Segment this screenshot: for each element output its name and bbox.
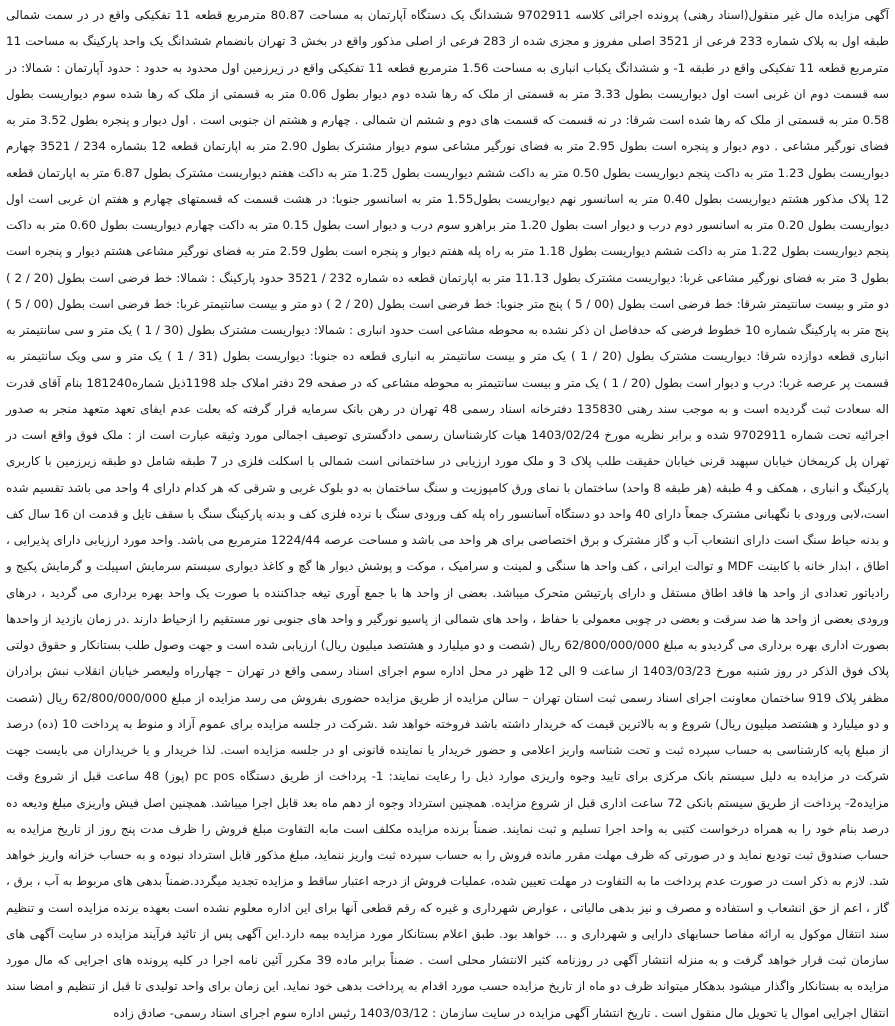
auction-notice-text: آگهی مزایده مال غیر منقول(اسناد رهنی) پرونده اجرائی کلاسه 9702911 ششدانگ یک دستگاه آپارتمان به مساحت 80.87 مترمربع قطعه 11 تفکیکی واقع در در سمت شمالی طبقه اول به پلاک شماره 233 فرعی از 3521 اصلی مفروز و مجزی شده از 283 فرعی از اصلی مذکور واقع در بخش 3 تهران بانضمام ششدانگ یک واحد پارکینگ به مساحت 11 مترمربع قطعه 11 تفکیکی واقع در طبقه 1- و ششدانگ یکباب انباری به مساحت 1.56 مترمربع قطعه 11 تفکیکی واقع در زیرزمین اول محدود به حدود : حدود آپارتمان : شمالا: در سه قسمت دوم ان غربی است اول دیواریست بطول 3.33 متر به قسمتی از ملک که رها شده دوم دیوار بطول 0.06 متر به قسمتی از ملک که رها شده سوم دیواریست بطول 0.58 متر به قسمتی از ملک که رها شده است شرقا: در نه قسمت که قسمت های دوم و ششم ان شمالی . چهارم و هشتم ان جنوبی است . اول دیوار و پنجره بطول 3.52 متر به فضای نورگیر مشاعی . دوم دیوار و پنجره است بطول 2.95 متر به فضای نورگیر مشاعی سوم دیوار مشترک بطول 2.90 متر به اپارتمان قطعه 12 بشماره 234 / 3521 چهارم دیواریست بطول 1.23 متر به داکت پنجم دیواریست بطول 0.50 متر به داکت ششم دیواریست بطول 1.25 متر به داکت هفتم دیواریست مشترک بطول 6.87 متر به اپارتمان قطعه 12 پلاک مذکور هشتم دیواریست بطول 0.40 متر به اسانسور نهم دیواریست بطول1.55 متر به اسانسور جنوبا: در هشت قسمت که قسمتهای چهارم و هفتم ان غربی است اول دیواریست بطول 0.20 متر به اسانسور دوم درب و دیوار است بطول 1.20 متر براهرو سوم درب و دیوار است بطول 0.15 متر به داکت چهارم دیواریست بطول 0.60 متر به داکت پنجم دیواریست بطول 1.22 متر به داکت ششم دیواریست بطول 1.18 متر به راه پله هفتم دیوار و پنجره است بطول 2.59 متر به فضای نورگیر مشاعی هشتم دیوار و پنجره است بطول 3 متر به فضای نورگیر مشاعی غربا: دیواریست مشترک بطول 11.13 متر به اپارتمان قطعه ده شماره 232 / 3521 حدود پارکینگ : شمالا: خط فرضی است بطول (20 / 2 ) دو متر و بیست سانتیمتر شرقا: خط فرضی است بطول (00 / 5 ) پنج متر جنوبا: خط فرضی است بطول (20 / 2 ) دو متر و بیست سانتیمتر غربا: خط فرضی است بطول (00 / 5 ) پنج متر به پارکینگ شماره 10 خطوط فرضی که حدفاصل ان ذکر نشده به محوطه مشاعی است حدود انباری : شمالا: دیواریست مشترک بطول (30 / 1 ) یک متر و سی سانتیمتر به انباری قطعه دوازده شرقا: دیواریست مشترک بطول (20 / 1 ) یک متر و بیست سانتیمتر به انباری قطعه ده جنوبا: دیواریست بطول (31 / 1 ) یک متر و سی ویک سانتیمتر به قسمت پر عرصه غربا: درب و دیوار است بطول (20 / 1 ) یک متر و بیست سانتیمتر به محوطه مشاعی که در صفحه 29 دفتر املاک جلد 1198ذیل شماره181240 بنام آقای قدرت اله سعادت ثبت گردیده است و به موجب سند رهنی 135830 دفترخانه اسناد رسمی 48 تهران در رهن بانک سرمایه قرار گرفته که بعلت عدم ایفای تعهد متعهد منجر به صدور اجرائیه تحت شماره 9702911 شده و برابر نظریه مورخ 1403/02/24 هیات کارشناسان رسمی دادگستری توصیف اجمالی مورد وثیقه عبارت است از : ملک فوق واقع است در تهران پل کریمخان خیابان سپهبد قرنی خیابان حقیقت طلب پلاک 3 و ملک مورد ارزیابی در ساختمانی است شمالی با اسکلت فلزی در 7 طبقه شامل دو طبقه زیرزمین با کاربری پارکینگ و انباری ، همکف و 4 طبقه (هر طبقه 8 واحد) ساختمان با نمای ورق کامپوزیت و سنگ ساختمان به دو بلوک غربی و شرقی که هر کدام دارای 4 واحد می باشد تقسیم شده است،لابی ورودی با نگهبانی مشترک جمعاً دارای 40 واحد دو دستگاه آسانسور راه پله کف ورودی سنگ با نرده فلزی کف و بدنه پارکینگ سنگ با سقف تایل و قدمت ان 16 سال کف و بدنه حیاط سنگ است دارای انشعاب آب و گاز مشترک و برق اختصاصی برای هر واحد می باشد و مساحت عرصه 1224/44 مترمربع می باشد. واحد مورد ارزیابی دارای پذیرایی ، اطاق ، ابدار خانه با کابینت MDF و توالت ایرانی ، کف واحد ها سنگی و لمینت و سرامیک ، موکت و پوشش دیوار ها گچ و کاغذ دیواری سیستم سرمایش اسپیلت و گرمایش پکیج و رادیاتور تعدادی از واحد ها فاقد اطاق مستقل و دارای پارتیشن متحرک میباشد. بعضی از واحد ها با جمع آوری تیغه جداکننده با صورت یک واحد بهره برداری می گردید ، درهای ورودی بعضی از واحد ها ضد سرقت و بعضی در چوبی معمولی با حفاظ ، واحد های شمالی از پاسیو نورگیر و واحد های جنوبی نور مستقیم را ازحیاط دارند .در زمان بازدید از واحدها بصورت اداری بهره برداری می گردیدو به مبلغ 62/800/000/000 ریال (شصت و دو میلیارد و هشتصد میلیون ریال) ارزیابی شده است و جهت وصول طلب بستانکار و حقوق دولتی پلاک فوق الذکر در روز شنبه مورخ 1403/03/23 از ساعت 9 الی 12 ظهر در محل اداره سوم اجرای اسناد رسمی واقع در تهران – چهارراه ولیعصر خیابان انقلاب نبش برادران مظفر پلاک 919 ساختمان معاونت اجرای اسناد رسمی ثبت استان تهران – سالن مزایده از طریق مزایده حضوری بفروش می رسد مزایده از مبلغ 62/800/000/000 ریال (شصت و دو میلیارد و هشتصد میلیون ریال) شروع و به بالاترین قیمت که خریدار داشته باشد فروخته خواهد شد .شرکت در جلسه مزایده برای عموم آزاد و منوط به پرداخت 10 (ده) درصد از مبلغ پایه کارشناسی به حساب سپرده ثبت و تحت شناسه واریز اعلامی و حضور خریدار یا نماینده قانونی او در جلسه مزایده است. لذا خریدار و یا خریداران می بایست جهت شرکت در مزایده به دلیل سیستم بانک مرکزی برای تایید وجوه واریزی موارد ذیل را رعایت نمایند: 1- پرداخت از طریق دستگاه pc pos (پوز) 48 ساعت قبل از شروع وقت مزایده2- پرداخت از طریق سیستم بانکی 72 ساعت اداری قبل از شروع مزایده. همچنین استرداد وجوه از دهم ماه بعد قابل اجرا میباشد. همچنین اصل فیش واریزی مبلغ ودیعه ده درصد بنام خود را به همراه درخواست کتبی به واحد اجرا تسلیم و ثبت نمایند. ضمناً برنده مزایده مکلف است مابه التفاوت مبلغ فروش را ظرف مدت پنج روز از تاریخ مزایده به حساب صندوق ثبت تودیع نماید و در صورتی که ظرف مهلت مقرر مانده فروش را به حساب سپرده ثبت واریز ننماید، مبلغ مذکور قابل استرداد نبوده و به حساب خزانه واریز خواهد شد. لازم به ذکر است در صورت عدم پرداخت ما به التفاوت در مهلت تعیین شده، عملیات فروش از درجه اعتبار ساقط و مزایده تجدید میگردد.ضمناً بدهی های مربوط به آب ، برق ، گاز ، اعم از حق انشعاب و استفاده و مصرف و نیز بدهی مالیاتی ، عوارض شهرداری و غیره که رقم قطعی آنها برای این اداره معلوم نشده است بعهده برنده مزایده است و تنظیم سند انتقال موکول به ارائه مفاصا حسابهای دارایی و شهرداری و ... خواهد بود. طبق اعلام بستانکار مورد مزایده بیمه دارد.این آگهی پس از تائید فرآیند مزایده در سایت آگهی های سازمان ثبت قرار خواهد گرفت و به منزله انتشار آگهی در روزنامه کثیر الانتشار محلی است . ضمناً برابر ماده 39 مکرر آئین نامه اجرا در کلیه پرونده های اجرایی که مال مورد مزایده به بستانکار واگذار میشود بدهکار میتواند ظرف دو ماه از تاریخ مزایده حسب مورد اقدام به پرداخت بدهی خود نماید. این زمان برای واحد تولیدی تا قبل از تنظیم و امضا سند انتقال اجرایی اموال یا تحویل مال منقول است . تاریخ انتشار آگهی مزایده در سایت سازمان : 1403/03/12 رئیس اداره سوم اجرای اسناد رسمی- صادق زاده: [6, 8, 890, 1020]
